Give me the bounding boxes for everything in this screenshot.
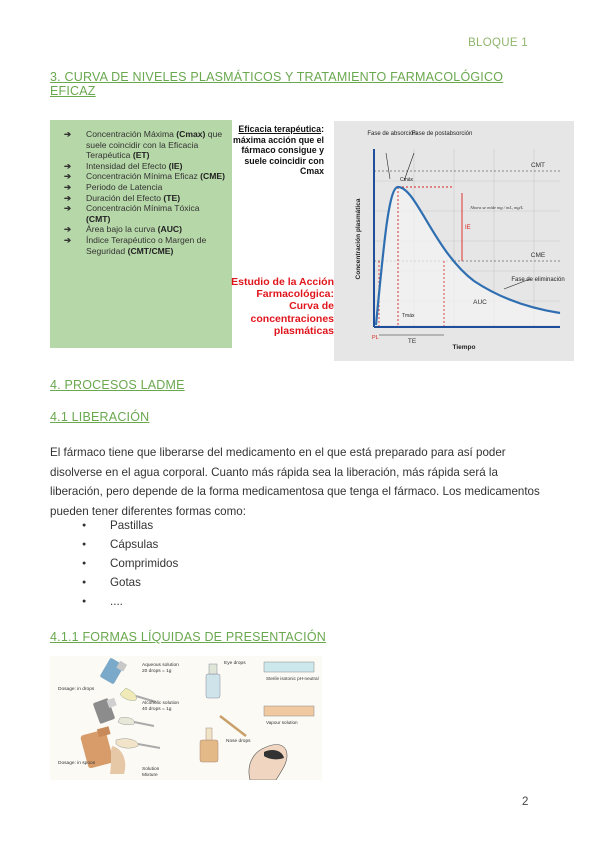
alcoholic-rate: 40 drops = 1g [142, 707, 172, 712]
cmax-label: Cmáx [400, 177, 414, 183]
dosage-drops-label: Dosage: in drops [58, 687, 95, 692]
concept-abbr: (Cmax) [176, 129, 206, 139]
handwritten-note: Ahora se mide mg / mL, mg/L [470, 205, 524, 210]
aqueous-label: Aqueous solution [142, 663, 179, 668]
form-item: ● Comprimidos [82, 554, 178, 573]
concept-abbr-2: (ET) [132, 150, 150, 161]
arrow-icon: ➔ [64, 171, 72, 182]
svg-text:Vapour solution [266, 720, 298, 725]
cmt-label: CMT [530, 162, 546, 169]
concept-abbr: (IE) [168, 160, 183, 171]
svg-text:Eye drops [224, 660, 246, 666]
phase-elimination-label: Fase de eliminación [511, 277, 565, 283]
page-number: 2 [522, 796, 529, 808]
dosage-spoon-label: Dosage: in spoon [58, 761, 96, 766]
concept-item [64, 203, 226, 224]
eficacia-note [226, 124, 324, 177]
concept-item [64, 224, 226, 235]
concept-item [64, 182, 226, 193]
concepts-box [50, 120, 232, 348]
section-4-heading: 4. PROCESOS LADME [50, 378, 185, 392]
section-3-heading: 3. CURVA DE NIVELES PLASMÁTICOS Y TRATAMIENTO FARMACOLÓGICO EFICAZ [50, 70, 504, 98]
y-axis-label: Concentración plasmática [355, 198, 362, 280]
section-4-1-heading: 4.1 LIBERACIÓN [50, 410, 150, 424]
concept-text-rest: que suele coincidir con la Eficacia Terapéutica [86, 129, 223, 161]
concept-text: Área bajo la curva [86, 224, 158, 235]
concept-text: Índice Terapéutico o Margen de Seguridad [86, 234, 207, 256]
concept-item [64, 161, 226, 172]
liberation-paragraph: El fármaco tiene que liberarse del medicamento en el que está preparado para así poder disolverse en el agua corporal. Cuanto más rápida sea la liberación, más rápida será la liberación, pero depende de la forma medicamentosa que tenga el fármaco. Los medicamentos pueden tener diferentes formas como: [50, 446, 540, 519]
alcoholic-label: Alcoholic solution [142, 701, 180, 706]
concept-item [64, 129, 226, 161]
nose-drops-label: Nose drops [226, 739, 251, 744]
arrow-icon: ➔ [64, 181, 72, 192]
concept-abbr: (CME) [200, 171, 225, 182]
concept-abbr: (CMT/CME) [127, 245, 174, 256]
te-label: TE [407, 338, 417, 345]
concept-abbr: (CMT) [86, 213, 111, 224]
svg-text:Fase de absorción [367, 131, 416, 137]
arrow-icon: ➔ [64, 192, 72, 203]
arrow-icon: ➔ [64, 129, 72, 139]
solution-label: Solution [142, 767, 160, 772]
concept-item [64, 171, 226, 182]
svg-text:Dosage: in spoon [58, 760, 96, 766]
plasma-curve-chart [334, 121, 574, 361]
concept-abbr: (AUC) [157, 224, 182, 235]
eficacia-note-title: Eficacia terapéutica [238, 124, 322, 134]
concepts-list [50, 120, 232, 256]
vapour-label: Vapour solution [266, 720, 298, 725]
phase-postabsorption-label: Fase de postabsorción [411, 131, 473, 137]
cme-label: CME [530, 252, 546, 259]
arrow-icon: ➔ [64, 224, 72, 235]
arrow-icon: ➔ [64, 234, 72, 245]
aqueous-rate: 20 drops = 1g [142, 669, 172, 674]
concept-text: Concentración Máxima [86, 129, 177, 139]
tmax-label: Tmáx [402, 313, 415, 319]
concept-text: Duración del Efecto [86, 192, 164, 203]
form-item: ● Cápsulas [82, 535, 178, 554]
header-bloque: BLOQUE 1 [468, 37, 528, 49]
concept-item [64, 193, 226, 204]
concept-abbr: (TE) [163, 192, 181, 203]
svg-text:Dosage: in drops [58, 686, 95, 692]
mixture-label: Mixture [142, 773, 158, 778]
form-item: ● Gotas [82, 573, 178, 592]
section-4-1-1-heading: 4.1.1 FORMAS LÍQUIDAS DE PRESENTACIÓN [50, 630, 326, 644]
svg-text:Nose drops [226, 738, 251, 744]
concept-item [64, 235, 226, 256]
phase-absorption-label: Fase de absorción [367, 131, 417, 137]
liquid-forms-illustration [50, 656, 322, 780]
x-axis-label: Tiempo [452, 344, 476, 351]
sterile-swatch [264, 662, 314, 672]
red-note: Estudio de la Acción Farmacológica: Curva de concentraciones plasmáticas [231, 276, 334, 337]
eficacia-note-body: : máxima acción que el fármaco consigue y suele coincidir con Cmax [233, 124, 324, 176]
ie-label: IE [465, 225, 471, 231]
svg-text:Sterile isotonic pH-neutral [266, 676, 319, 681]
concept-text: Periodo de Latencia [86, 181, 163, 192]
forms-list [82, 516, 178, 611]
concept-text: Concentración Mínima Tóxica [86, 203, 200, 214]
arrow-icon: ➔ [64, 160, 72, 171]
vapour-swatch [264, 706, 314, 716]
pl-label: PL [372, 335, 379, 341]
concept-text: Concentración Mínima Eficaz [86, 171, 201, 182]
sterile-label: Sterile isotonic pH-neutral [266, 676, 319, 681]
form-item: ● .... [82, 592, 178, 611]
arrow-icon: ➔ [64, 203, 72, 214]
auc-label: AUC [473, 299, 487, 306]
concept-text: Intensidad del Efecto [86, 160, 169, 171]
eye-drops-label: Eye drops [224, 661, 246, 666]
form-item: ● Pastillas [82, 516, 178, 535]
